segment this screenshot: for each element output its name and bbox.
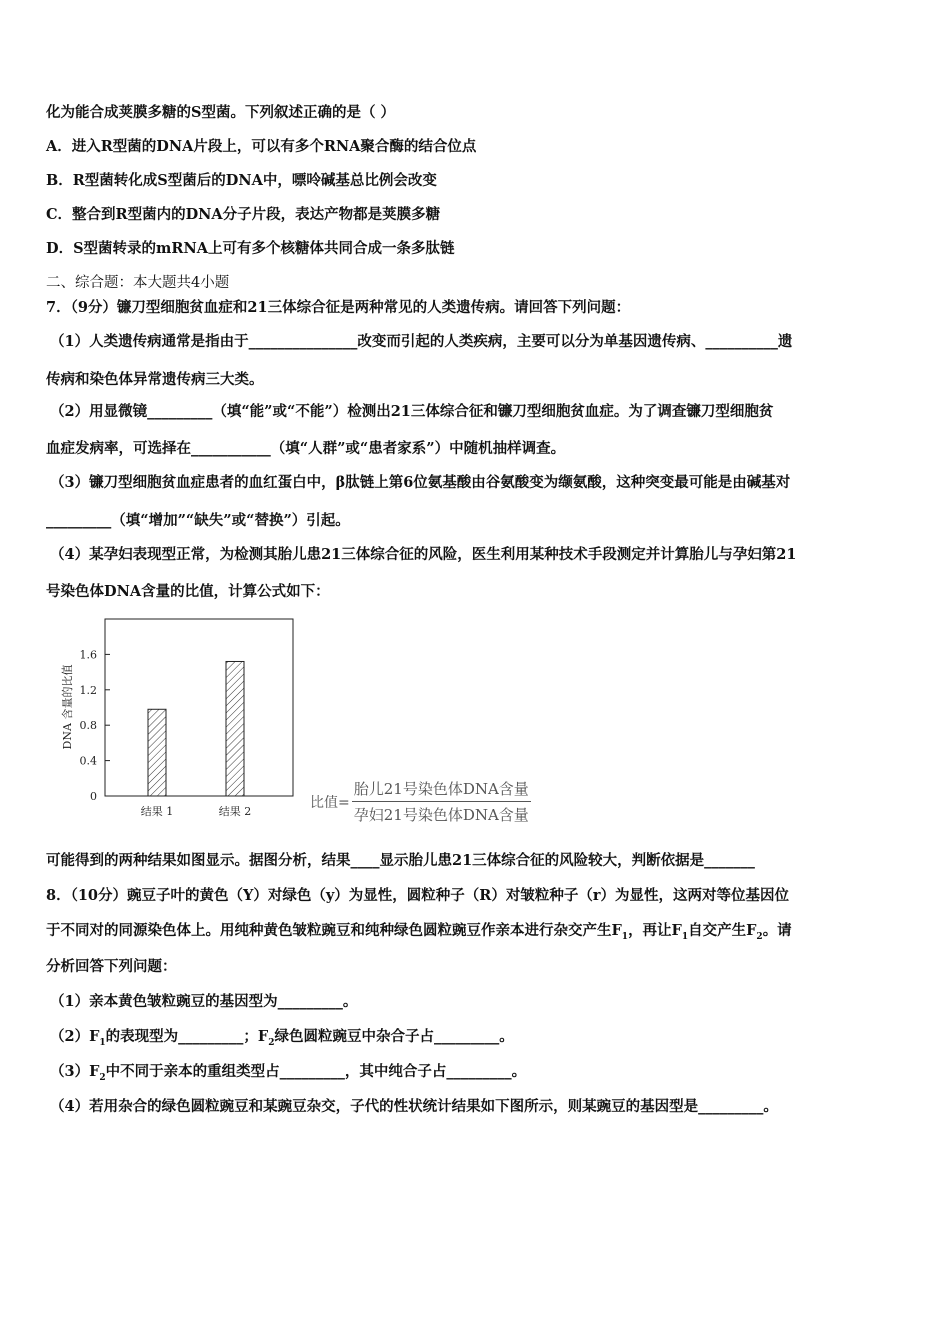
y-tick-label: 0: [90, 790, 97, 803]
dna-ratio-bar-chart: [55, 615, 305, 825]
bar-1: [148, 709, 166, 796]
q7-part1-line1: （1）人类遗传病通常是指由于_______________改变而引起的人类疾病，主要可以分为单基因遗传病、__________遗: [50, 333, 793, 350]
q7-part2-line1: （2）用显微镜_________（填“能”或“不能”）检测出21三体综合征和镰刀型细胞贫血症。为了调查镰刀型细胞贫: [50, 403, 774, 420]
q7-part4-line1: （4）某孕妇表现型正常，为检测其胎儿患21三体综合征的风险，医生利用某种技术手段测定并计算胎儿与孕妇第21: [50, 546, 797, 563]
formula-denominator: 孕妇21号染色体DNA含量: [353, 806, 529, 824]
q7-part4-line2: 号染色体DNA含量的比值，计算公式如下：: [46, 583, 330, 600]
q7-part3-line1: （3）镰刀型细胞贫血症患者的血红蛋白中，β肽链上第6位氨基酸由谷氨酸变为缬氨酸，这种突变最可能是由碱基对: [50, 474, 791, 491]
bar-2: [226, 661, 244, 796]
formula-label: 比值=: [310, 794, 350, 811]
option-c: C．整合到R型菌内的DNA分子片段，表达产物都是荚膜多糖: [46, 206, 441, 223]
q7-part2-line2: 血症发病率，可选择在___________（填“人群”或“患者家系”）中随机抽样调查。: [46, 440, 566, 457]
question-7-stem: 7．（9分）镰刀型细胞贫血症和21三体综合征是两种常见的人类遗传病。请回答下列问题：: [46, 299, 631, 316]
ratio-formula: [310, 778, 531, 825]
question-6-stem-tail: 化为能合成荚膜多糖的S型菌。下列叙述正确的是（ ）: [46, 104, 396, 121]
y-tick-label: 1.2: [79, 683, 97, 697]
plot-frame: [105, 619, 293, 796]
q8-part3: $(3)F_2$中不同于亲本的重组类型占_________，其中纯合子占_________。: [50, 1063, 527, 1083]
question-8-stem: 8．（10分）豌豆子叶的黄色（Y）对绿色（y）为显性，圆粒种子（R）对皱粒种子（r）为显性，这两对等位基因位: [46, 887, 789, 904]
y-tick-label: 0.8: [79, 719, 97, 733]
q7-part3-line2: _________（填“增加”“缺失”或“替换”）引起。: [46, 512, 350, 529]
q7-part1-line2: 传病和染色体异常遗传病三大类。: [46, 371, 264, 388]
option-a: A．进入R型菌的DNA片段上，可以有多个RNA聚合酶的结合位点: [46, 138, 477, 155]
y-axis-label: DNA 含量的比值: [61, 664, 74, 750]
q8-stem-line3: 分析回答下列问题：: [46, 958, 177, 975]
formula-fraction: [352, 778, 531, 825]
x-category-label: 结果 2: [218, 805, 252, 818]
x-category-label: 结果 1: [140, 805, 174, 818]
q8-part4: （4）若用杂合的绿色圆粒豌豆和某豌豆杂交，子代的性状统计结果如下图所示，则某豌豆的基因型是_________。: [50, 1098, 778, 1115]
option-d: D．S型菌转录的mRNA上可有多个核糖体共同合成一条多肽链: [46, 240, 455, 257]
q8-part1: （1）亲本黄色皱粒豌豆的基因型为_________。: [50, 993, 358, 1010]
formula-numerator: 胎儿21号染色体DNA含量: [352, 778, 531, 802]
section-heading: 二、综合题：本大题共4小题: [46, 275, 230, 291]
q8-stem-line2: 于不同对的同源染色体上。用纯种黄色皱粒豌豆和纯种绿色圆粒豌豆作亲本进行杂交产生$F_1$，再让$F_1$自交产生$F_2$。请: [46, 922, 792, 942]
q7-part4-question: 可能得到的两种结果如图显示。据图分析，结果____显示胎儿患21三体综合征的风险较大，判断依据是_______: [46, 852, 755, 869]
y-tick-label: 1.6: [79, 648, 97, 662]
y-tick-label: 0.4: [79, 754, 97, 768]
q8-part2: $(2)F_1$的表现型为_________；$F_2$绿色圆粒豌豆中杂合子占_________。: [50, 1028, 514, 1048]
option-b: B．R型菌转化成S型菌后的DNA中，嘌呤碱基总比例会改变: [46, 172, 437, 189]
